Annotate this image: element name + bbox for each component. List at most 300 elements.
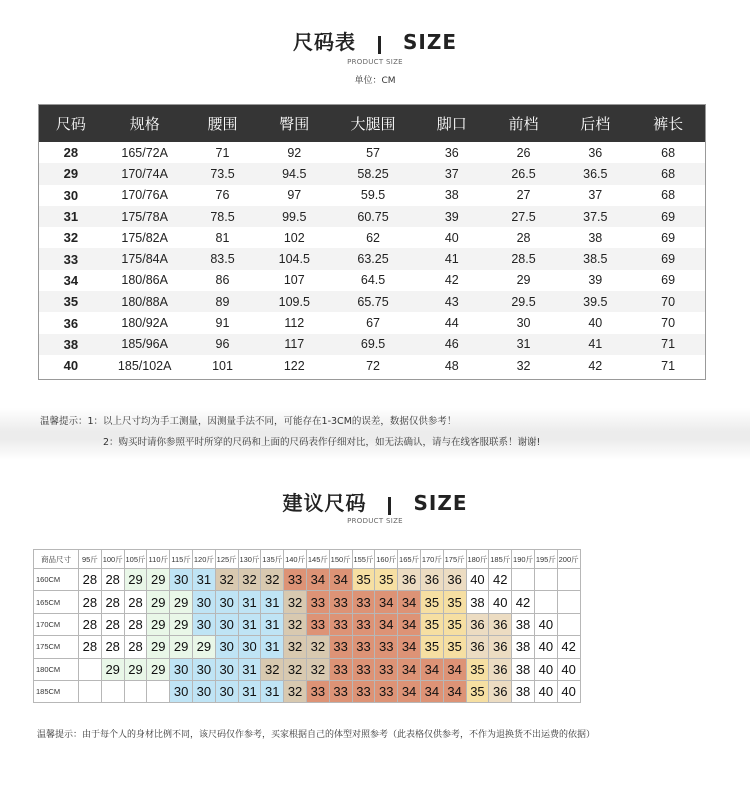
size-table-row: [39, 312, 705, 333]
suggest-table-title: 建议尺码: [282, 491, 367, 515]
suggest-size-cell: 28: [101, 613, 124, 635]
suggest-size-cell: 35: [466, 680, 489, 702]
size-table-row: [39, 334, 705, 355]
measure-cell: 43: [416, 291, 488, 312]
measure-cell: 42: [444, 273, 459, 288]
weight-header-cell: 180斤: [466, 550, 489, 569]
suggest-size-cell: 31: [238, 591, 261, 613]
measure-cell: 109.5: [258, 291, 330, 312]
suggest-size-cell: 29: [101, 658, 124, 680]
suggest-size-cell: 33: [352, 636, 375, 658]
measure-cell: 72: [366, 358, 380, 373]
suggest-size-cell: 40: [534, 613, 557, 635]
measure-cell: 117: [258, 334, 330, 355]
measure-cell: 63.25: [330, 248, 416, 269]
size-cell: 32: [63, 230, 79, 246]
size-table-header-cell: 裤长: [631, 105, 705, 142]
suggest-size-cell: 32: [284, 613, 307, 635]
suggest-size-cell: 40: [489, 591, 512, 613]
suggest-size-table: [33, 549, 581, 703]
size-cell: 34: [63, 272, 79, 288]
weight-header-cell: 95斤: [79, 550, 102, 569]
weight-header-cell: 185斤: [489, 550, 512, 569]
suggest-table-row: [34, 658, 581, 680]
measure-cell: 58.25: [330, 163, 416, 184]
measure-cell: 38: [588, 230, 603, 245]
weight-header-cell: 200斤: [557, 550, 580, 569]
suggest-size-cell: 36: [466, 613, 489, 635]
measure-cell: 36: [444, 145, 459, 160]
weight-header-cell: 150斤: [329, 550, 352, 569]
note-line-1: 温馨提示：1：以上尺寸均为手工测量，因测量手法不同，可能存在1-3CM的误差，数据仅供参考！: [40, 416, 457, 427]
suggest-size-cell: 28: [79, 569, 102, 591]
weight-header-cell: 195斤: [534, 550, 557, 569]
suggest-size-cell: [147, 680, 170, 702]
measure-cell: 32: [516, 358, 531, 373]
suggest-table-subtitle: PRODUCT SIZE: [347, 517, 403, 525]
size-table-row: [39, 291, 705, 312]
measure-cell: 175/78A: [103, 206, 187, 227]
size-cell: 31: [39, 206, 103, 227]
suggest-size-cell: 34: [420, 658, 443, 680]
measure-cell: 69: [631, 206, 705, 227]
size-table-row: [39, 185, 705, 206]
measure-cell: 48: [444, 358, 459, 373]
size-table-header-cell: 前档: [488, 105, 560, 142]
suggest-size-cell: 42: [512, 591, 535, 613]
suggest-size-cell: 34: [375, 591, 398, 613]
measure-cell: 96: [187, 334, 259, 355]
measure-cell: 39: [588, 273, 603, 288]
weight-header-cell: 125斤: [215, 550, 238, 569]
weight-header-cell: 165斤: [398, 550, 421, 569]
weight-header-cell: 160斤: [375, 550, 398, 569]
measure-cell: 40: [444, 230, 459, 245]
size-cell: 33: [39, 248, 103, 269]
measure-cell: 68: [661, 188, 676, 203]
suggest-size-cell: 36: [420, 569, 443, 591]
suggest-size-cell: 38: [512, 636, 535, 658]
size-table-subtitle: PRODUCT SIZE: [347, 58, 403, 66]
suggest-size-cell: 36: [489, 636, 512, 658]
suggest-size-cell: 42: [557, 636, 580, 658]
suggest-size-cell: 31: [261, 591, 284, 613]
suggest-size-cell: 34: [398, 613, 421, 635]
measure-cell: 28.5: [488, 248, 560, 269]
size-table-header-cell: 后档: [559, 105, 631, 142]
suggest-size-cell: 31: [238, 613, 261, 635]
suggest-size-cell: 35: [352, 569, 375, 591]
suggest-size-cell: 32: [238, 569, 261, 591]
suggest-size-cell: 35: [420, 636, 443, 658]
suggest-size-cell: 31: [192, 569, 215, 591]
size-table-row: [39, 163, 705, 184]
suggest-size-cell: 36: [489, 680, 512, 702]
measure-cell: 38.5: [559, 248, 631, 269]
suggest-size-cell: 34: [443, 658, 466, 680]
suggest-size-cell: 28: [124, 613, 147, 635]
measure-cell: 102: [283, 230, 305, 245]
weight-header-cell: 140斤: [284, 550, 307, 569]
measure-cell: 165/72A: [121, 145, 168, 160]
measure-cell: 73.5: [187, 163, 259, 184]
measure-cell: 36.5: [559, 163, 631, 184]
suggest-size-cell: 29: [147, 613, 170, 635]
suggest-size-cell: 38: [512, 658, 535, 680]
suggest-table-title-en: SIZE: [413, 491, 468, 515]
suggest-size-cell: 38: [466, 591, 489, 613]
suggest-size-cell: 30: [215, 680, 238, 702]
suggest-size-cell: 32: [284, 591, 307, 613]
suggest-size-cell: 29: [147, 591, 170, 613]
measure-cell: 104.5: [258, 248, 330, 269]
measure-cell: 69.5: [330, 334, 416, 355]
measure-cell: 65.75: [330, 291, 416, 312]
suggest-size-cell: 30: [215, 636, 238, 658]
measure-cell: 27: [516, 188, 531, 203]
height-label: 185CM: [34, 680, 79, 702]
suggest-size-cell: 40: [557, 658, 580, 680]
title-divider: [378, 36, 381, 54]
size-cell: 28: [63, 145, 79, 161]
measure-cell: 36: [588, 145, 603, 160]
suggest-size-cell: 40: [534, 636, 557, 658]
measure-cell: 42: [588, 358, 603, 373]
suggest-size-cell: 33: [329, 591, 352, 613]
suggest-size-cell: 33: [352, 591, 375, 613]
suggest-size-cell: 29: [170, 613, 193, 635]
suggest-size-cell: 33: [306, 680, 329, 702]
suggest-size-cell: [534, 591, 557, 613]
height-label: 175CM: [34, 636, 79, 658]
suggest-size-cell: 35: [466, 658, 489, 680]
suggest-size-cell: [534, 569, 557, 591]
measure-cell: 175/82A: [121, 230, 168, 245]
suggest-size-cell: 28: [124, 636, 147, 658]
measure-cell: 37.5: [559, 206, 631, 227]
measure-cell: 94.5: [258, 163, 330, 184]
size-table-row: [39, 142, 705, 163]
measure-cell: 41: [559, 334, 631, 355]
suggest-size-cell: 34: [306, 569, 329, 591]
suggest-size-cell: 35: [443, 591, 466, 613]
suggest-size-cell: 34: [398, 658, 421, 680]
measure-cell: 112: [284, 316, 305, 331]
suggest-size-cell: 40: [466, 569, 489, 591]
size-table-header-cell: 脚口: [416, 105, 488, 142]
suggest-size-cell: 33: [329, 636, 352, 658]
measure-cell: 185/96A: [103, 334, 187, 355]
measure-cell: 107: [283, 273, 305, 288]
suggest-size-cell: 30: [215, 658, 238, 680]
size-cell: 40: [63, 358, 79, 374]
measure-cell: 39.5: [559, 291, 631, 312]
suggest-size-cell: 36: [443, 569, 466, 591]
suggest-size-cell: 30: [170, 658, 193, 680]
suggest-size-cell: [557, 591, 580, 613]
suggest-size-cell: 33: [375, 680, 398, 702]
unit-label: 单位：CM: [354, 76, 396, 86]
suggest-size-cell: 29: [170, 636, 193, 658]
size-table-row: [39, 270, 705, 291]
suggest-size-cell: [79, 658, 102, 680]
measure-cell: 78.5: [187, 206, 259, 227]
suggest-size-cell: 30: [192, 680, 215, 702]
measure-cell: 89: [187, 291, 259, 312]
measure-cell: 28: [516, 230, 531, 245]
size-table-header-row: [39, 105, 705, 142]
suggest-size-cell: 28: [101, 569, 124, 591]
suggest-size-cell: 35: [443, 613, 466, 635]
height-label: 170CM: [34, 613, 79, 635]
size-table-title-en: SIZE: [402, 30, 457, 54]
size-table-heading: [0, 26, 750, 55]
suggest-size-cell: 34: [375, 613, 398, 635]
measure-cell: 69: [631, 248, 705, 269]
weight-header-cell: 155斤: [352, 550, 375, 569]
weight-header-cell: 120斤: [192, 550, 215, 569]
suggest-size-cell: [101, 680, 124, 702]
measure-cell: 67: [366, 316, 380, 331]
measure-cell: 99.5: [258, 206, 330, 227]
measure-cell: 71: [661, 358, 676, 373]
suggest-size-cell: 36: [398, 569, 421, 591]
suggest-size-cell: 30: [215, 591, 238, 613]
suggest-size-cell: 28: [101, 591, 124, 613]
suggest-table-row: [34, 613, 581, 635]
suggest-size-cell: 33: [284, 569, 307, 591]
suggest-table-row: [34, 569, 581, 591]
size-table: [38, 104, 706, 380]
suggest-size-cell: 32: [306, 658, 329, 680]
measure-cell: 37: [588, 188, 603, 203]
suggest-size-cell: 32: [284, 680, 307, 702]
suggest-table-header-row: [34, 550, 581, 569]
measure-cell: 59.5: [360, 188, 386, 203]
size-cell: 30: [63, 187, 79, 203]
measure-cell: 62: [366, 230, 380, 245]
measure-cell: 91: [215, 316, 230, 331]
measure-cell: 69: [661, 273, 676, 288]
suggest-size-cell: 42: [489, 569, 512, 591]
measure-cell: 76: [215, 188, 230, 203]
measure-cell: 37: [416, 163, 488, 184]
measure-cell: 71: [631, 334, 705, 355]
measure-cell: 180/86A: [121, 273, 168, 288]
suggest-size-cell: [557, 569, 580, 591]
measure-cell: 122: [283, 358, 305, 373]
suggest-size-cell: 30: [215, 613, 238, 635]
suggest-table-row: [34, 680, 581, 702]
measure-cell: 70: [661, 316, 676, 331]
suggest-size-cell: 38: [512, 613, 535, 635]
suggest-size-cell: 31: [238, 658, 261, 680]
suggest-size-cell: 35: [443, 636, 466, 658]
height-label: 160CM: [34, 569, 79, 591]
measure-cell: 70: [631, 291, 705, 312]
suggest-size-cell: 28: [79, 613, 102, 635]
suggest-size-cell: 36: [466, 636, 489, 658]
suggest-size-cell: 34: [443, 680, 466, 702]
suggest-size-cell: 31: [238, 680, 261, 702]
measure-cell: 180/92A: [121, 316, 168, 331]
measure-cell: 26: [516, 145, 531, 160]
measure-cell: 31: [488, 334, 560, 355]
suggest-table-row: [34, 591, 581, 613]
suggest-size-cell: 40: [534, 680, 557, 702]
suggest-size-cell: 29: [147, 569, 170, 591]
title-divider: [388, 497, 391, 515]
measure-cell: 57: [366, 145, 380, 160]
size-table-row: [39, 227, 705, 248]
suggest-size-cell: 29: [147, 658, 170, 680]
weight-header-cell: 170斤: [420, 550, 443, 569]
suggest-size-cell: 34: [398, 591, 421, 613]
measure-cell: 41: [416, 248, 488, 269]
weight-header-cell: 175斤: [443, 550, 466, 569]
size-table-header-cell: 大腿围: [330, 105, 416, 142]
note-line-2: 2：购买时请你参照平时所穿的尺码和上面的尺码表作仔细对比，如无法确认，请与在线客服联系！谢谢!: [103, 437, 541, 448]
suggest-size-cell: 31: [261, 680, 284, 702]
suggest-size-cell: 40: [557, 680, 580, 702]
measure-cell: 97: [287, 188, 302, 203]
suggest-size-cell: 28: [101, 636, 124, 658]
suggest-size-cell: 30: [192, 591, 215, 613]
size-table-header-cell: 腰围: [187, 105, 259, 142]
measure-cell: 170/74A: [103, 163, 187, 184]
suggest-size-cell: 29: [124, 658, 147, 680]
weight-header-cell: 130斤: [238, 550, 261, 569]
suggest-table-row: [34, 636, 581, 658]
weight-header-cell: 110斤: [147, 550, 170, 569]
suggest-size-cell: 32: [284, 636, 307, 658]
suggest-size-cell: 36: [489, 658, 512, 680]
suggest-size-cell: 29: [124, 569, 147, 591]
weight-header-cell: 100斤: [101, 550, 124, 569]
suggest-size-cell: 38: [512, 680, 535, 702]
weight-header-cell: 105斤: [124, 550, 147, 569]
suggest-size-cell: [557, 613, 580, 635]
weight-header-cell: 145斤: [306, 550, 329, 569]
suggest-size-cell: 29: [147, 636, 170, 658]
measure-cell: 26.5: [488, 163, 560, 184]
suggest-size-cell: 32: [284, 658, 307, 680]
suggest-size-cell: 32: [306, 636, 329, 658]
size-table-header-cell: 臀围: [258, 105, 330, 142]
suggest-size-cell: 33: [375, 636, 398, 658]
measure-cell: 92: [287, 145, 302, 160]
measure-cell: 180/88A: [103, 291, 187, 312]
measure-cell: 170/76A: [121, 188, 168, 203]
suggest-size-cell: 30: [192, 658, 215, 680]
size-table-header-cell: 尺码: [39, 105, 103, 142]
measure-cell: 27.5: [488, 206, 560, 227]
suggest-size-cell: 32: [215, 569, 238, 591]
suggest-size-cell: [79, 680, 102, 702]
measure-cell: 64.5: [360, 273, 386, 288]
suggest-size-cell: 33: [375, 658, 398, 680]
suggest-size-cell: 34: [420, 680, 443, 702]
measure-cell: 60.75: [330, 206, 416, 227]
suggest-size-cell: 35: [420, 613, 443, 635]
measure-cell: 38: [444, 188, 459, 203]
suggest-table-heading: [0, 487, 750, 516]
suggest-size-cell: 33: [329, 658, 352, 680]
size-table-row: [39, 355, 705, 376]
measure-cell: 40: [588, 316, 603, 331]
suggest-size-cell: 35: [420, 591, 443, 613]
measure-cell: 86: [215, 273, 230, 288]
height-label: 165CM: [34, 591, 79, 613]
weight-header-cell: 190斤: [512, 550, 535, 569]
bottom-note: 温馨提示：由于每个人的身材比例不同，该尺码仅作参考，买家根据自己的体型对照参考（此表格仅供参考，不作为退换货不出运费的依据）: [37, 730, 596, 740]
size-table-title: 尺码表: [292, 30, 356, 54]
size-cell: 35: [39, 291, 103, 312]
suggest-size-cell: 33: [352, 680, 375, 702]
measure-cell: 81: [215, 230, 230, 245]
suggest-size-cell: 33: [352, 613, 375, 635]
size-cell: 29: [39, 163, 103, 184]
height-label: 180CM: [34, 658, 79, 680]
suggest-size-cell: [124, 680, 147, 702]
suggest-size-cell: 33: [306, 591, 329, 613]
suggest-size-cell: 30: [170, 569, 193, 591]
suggest-size-cell: 31: [261, 613, 284, 635]
suggest-size-cell: 40: [534, 658, 557, 680]
suggest-size-cell: 29: [192, 636, 215, 658]
measure-cell: 44: [444, 316, 459, 331]
size-table-row: [39, 206, 705, 227]
measure-cell: 69: [661, 230, 676, 245]
suggest-size-cell: 33: [329, 680, 352, 702]
measure-cell: 30: [516, 316, 531, 331]
suggest-size-cell: 34: [398, 680, 421, 702]
measure-cell: 68: [631, 163, 705, 184]
size-cell: 36: [63, 315, 79, 331]
measure-cell: 101: [212, 358, 233, 373]
measure-cell: 46: [416, 334, 488, 355]
suggest-size-cell: 34: [329, 569, 352, 591]
suggest-size-cell: 30: [192, 613, 215, 635]
suggest-size-cell: 28: [79, 636, 102, 658]
suggest-size-cell: 36: [489, 613, 512, 635]
suggest-size-cell: 35: [375, 569, 398, 591]
weight-header-cell: 135斤: [261, 550, 284, 569]
suggest-size-cell: 32: [261, 569, 284, 591]
measure-cell: 68: [661, 145, 676, 160]
suggest-size-cell: 33: [352, 658, 375, 680]
weight-header-cell: 115斤: [170, 550, 193, 569]
suggest-size-cell: 28: [79, 591, 102, 613]
measure-cell: 29.5: [488, 291, 560, 312]
suggest-size-cell: 33: [329, 613, 352, 635]
measure-cell: 83.5: [187, 248, 259, 269]
measure-cell: 185/102A: [117, 358, 172, 373]
suggest-size-cell: 28: [124, 591, 147, 613]
size-cell: 38: [39, 334, 103, 355]
suggest-size-cell: [512, 569, 535, 591]
size-table-row: [39, 248, 705, 269]
measure-cell: 71: [215, 145, 230, 160]
suggest-size-cell: 34: [398, 636, 421, 658]
measure-cell: 39: [416, 206, 488, 227]
size-table-header-cell: 规格: [103, 105, 187, 142]
suggest-size-cell: 33: [306, 613, 329, 635]
suggest-size-cell: 32: [261, 658, 284, 680]
corner-label: 商品尺寸: [34, 550, 79, 569]
suggest-size-cell: 29: [170, 591, 193, 613]
suggest-size-cell: 30: [238, 636, 261, 658]
